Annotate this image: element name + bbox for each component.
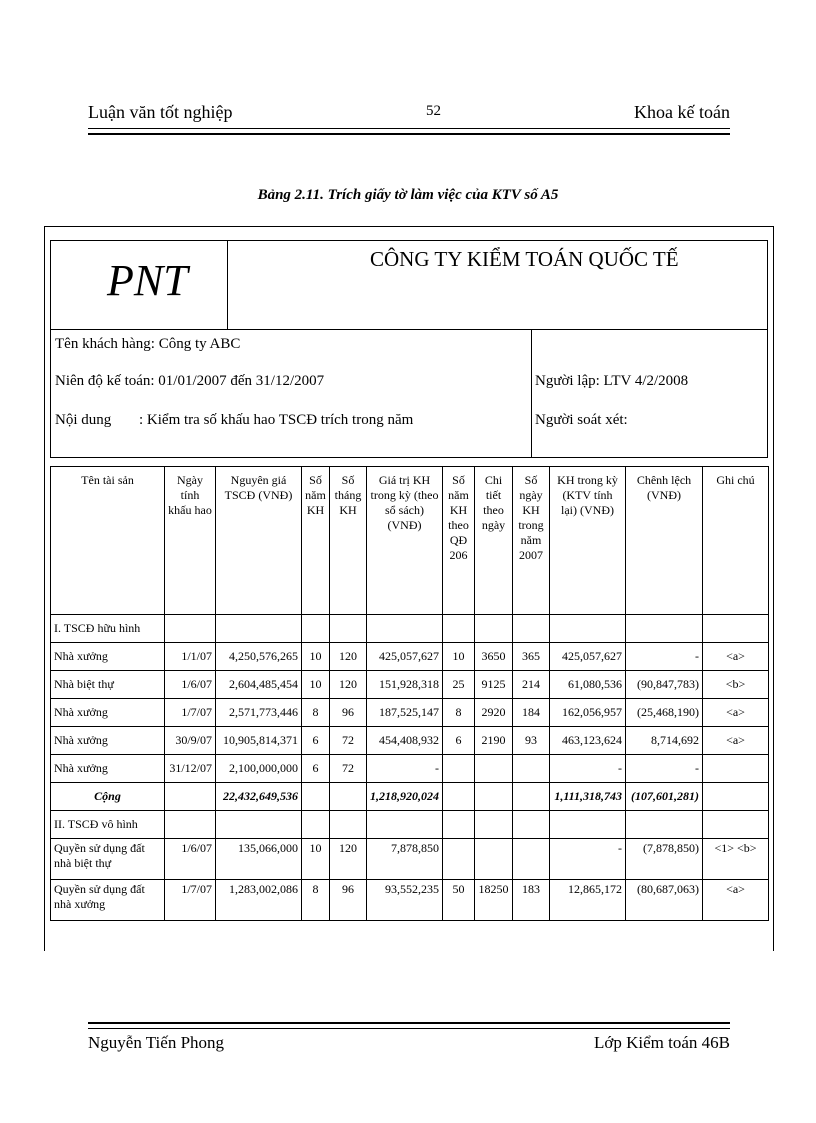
cell: 12,865,172 [550,880,626,921]
col-header: Chênh lệch (VNĐ) [626,467,703,615]
preparer: Người lập: LTV 4/2/2008 [535,373,689,389]
cell: - [626,643,703,671]
cell: 96 [330,699,367,727]
table-row [51,727,769,755]
cell: 187,525,147 [367,699,443,727]
cell: (25,468,190) [626,699,703,727]
reviewer: Người soát xét: [535,412,628,428]
cell: - [626,755,703,783]
header-right: Khoa kế toán [634,102,730,122]
cell: 6 [302,755,330,783]
cell: Nhà xưởng [51,727,165,755]
table-caption: Bảng 2.11. Trích giấy tờ làm việc của KTV số A5 [257,187,559,203]
cell: 425,057,627 [550,643,626,671]
cell: - [550,839,626,880]
col-header: Số năm KH [302,467,330,615]
cell: 183 [513,880,550,921]
cell: 10 [443,643,475,671]
cell: Nhà xưởng [51,699,165,727]
company-cell [228,241,767,330]
cell: 93,552,235 [367,880,443,921]
cell: <a> [703,727,769,755]
cell: 1/7/07 [165,699,216,727]
cell: 8 [302,699,330,727]
cell: (90,847,783) [626,671,703,699]
cell [165,783,216,811]
col-header: Nguyên giá TSCĐ (VNĐ) [216,467,302,615]
section-title: II. TSCĐ vô hình [51,811,165,839]
cell: 151,928,318 [367,671,443,699]
cell: Quyền sử dụng đất nhà biệt thự [51,839,165,880]
page-number: 52 [426,103,441,119]
table-row [51,643,769,671]
cell: 2920 [475,699,513,727]
cell: <b> [703,671,769,699]
cell: (7,878,850) [626,839,703,880]
cell: 93 [513,727,550,755]
table-row [51,839,769,880]
cell: 184 [513,699,550,727]
cell: 214 [513,671,550,699]
cell: Nhà biệt thự [51,671,165,699]
cell: 22,432,649,536 [216,783,302,811]
cell: 1/6/07 [165,671,216,699]
page-header [88,100,730,128]
cell: 425,057,627 [367,643,443,671]
cell [513,839,550,880]
cell [475,755,513,783]
cell: 18250 [475,880,513,921]
col-header: Chi tiết theo ngày [475,467,513,615]
cell: 463,123,624 [550,727,626,755]
cell: 162,056,957 [550,699,626,727]
worksheet-info [51,330,767,457]
table-row [51,699,769,727]
content-text: : Kiểm tra số khấu hao TSCĐ trích trong năm [139,412,414,428]
cell: 6 [443,727,475,755]
company-logo: PNT [107,256,188,305]
cell: (107,601,281) [626,783,703,811]
section-title: I. TSCĐ hữu hình [51,615,165,643]
cell: 61,080,536 [550,671,626,699]
cell: (80,687,063) [626,880,703,921]
cell: 1,111,318,743 [550,783,626,811]
cell: 120 [330,839,367,880]
cell: 25 [443,671,475,699]
cell: 50 [443,880,475,921]
cell: 1,283,002,086 [216,880,302,921]
cell [703,755,769,783]
cell: <a> [703,699,769,727]
section-row [51,811,769,839]
company-name: CÔNG TY KIỂM TOÁN QUỐC TẾ [370,247,679,271]
cell: 9125 [475,671,513,699]
cell [513,755,550,783]
cell: <1> <b> [703,839,769,880]
cell: 8 [302,880,330,921]
col-header: Ghi chú [703,467,769,615]
cell: 120 [330,671,367,699]
footer-class: Lớp Kiểm toán 46B [594,1033,730,1052]
col-header: Số năm KH theo QĐ 206 [443,467,475,615]
cell: 2,100,000,000 [216,755,302,783]
footer-rule [88,1022,730,1029]
total-row [51,783,769,811]
cell: 454,408,932 [367,727,443,755]
cell: <a> [703,643,769,671]
cell [703,783,769,811]
cell: Quyền sử dụng đất nhà xưởng [51,880,165,921]
cell: Nhà xưởng [51,643,165,671]
header-left: Luận văn tốt nghiệp [88,102,233,122]
cell: 10 [302,839,330,880]
cell: 1/7/07 [165,880,216,921]
cell: 96 [330,880,367,921]
depreciation-table [50,466,769,921]
cell [443,839,475,880]
cell: 6 [302,727,330,755]
cell: 4,250,576,265 [216,643,302,671]
cell: <a> [703,880,769,921]
header-rule [88,128,730,135]
cell: 2,571,773,446 [216,699,302,727]
col-header: KH trong kỳ (KTV tính lại) (VNĐ) [550,467,626,615]
cell [475,839,513,880]
cell: 2190 [475,727,513,755]
cell: 2,604,485,454 [216,671,302,699]
cell: - [550,755,626,783]
col-header: Số ngày KH trong năm 2007 [513,467,550,615]
cell: 365 [513,643,550,671]
section-row [51,615,769,643]
col-header: Ngày tính khấu hao [165,467,216,615]
col-header: Số tháng KH [330,467,367,615]
cell: Nhà xưởng [51,755,165,783]
footer-author: Nguyễn Tiến Phong [88,1033,225,1052]
fiscal-period: Niên độ kế toán: 01/01/2007 đến 31/12/2007 [55,373,325,389]
content-label: Nội dung [55,412,112,428]
col-header: Tên tài sản [51,467,165,615]
cell: 10 [302,643,330,671]
cell: 30/9/07 [165,727,216,755]
cell: 31/12/07 [165,755,216,783]
table-row [51,880,769,921]
cell: 8 [443,699,475,727]
col-header: Giá trị KH trong kỳ (theo sổ sách) (VNĐ) [367,467,443,615]
client-name: Tên khách hàng: Công ty ABC [55,336,241,352]
cell [443,783,475,811]
cell [443,755,475,783]
cell: 8,714,692 [626,727,703,755]
cell: 72 [330,755,367,783]
cell [330,783,367,811]
table-header-row [51,467,769,615]
cell: 3650 [475,643,513,671]
table-row [51,671,769,699]
cell: 72 [330,727,367,755]
cell: 10 [302,671,330,699]
cell: 7,878,850 [367,839,443,880]
cell: 1/6/07 [165,839,216,880]
cell: 135,066,000 [216,839,302,880]
cell: - [367,755,443,783]
cell: 10,905,814,371 [216,727,302,755]
logo-cell [51,241,228,330]
info-divider [531,330,532,457]
cell [513,783,550,811]
cell: 120 [330,643,367,671]
cell: 1/1/07 [165,643,216,671]
cell [475,783,513,811]
worksheet-header-box [50,240,768,458]
cell: Cộng [51,783,165,811]
cell [302,783,330,811]
cell: 1,218,920,024 [367,783,443,811]
table-row [51,755,769,783]
